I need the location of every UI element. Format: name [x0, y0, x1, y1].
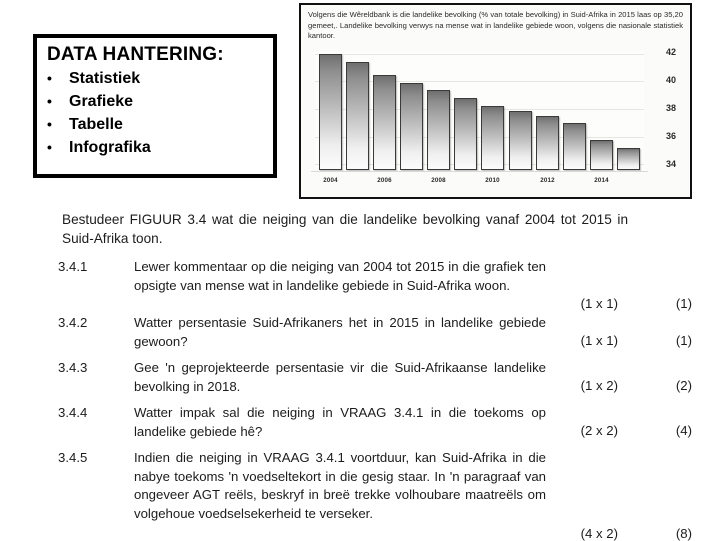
chart-bar	[617, 148, 640, 170]
question-number: 3.4.2	[58, 315, 88, 330]
question-marks: (1)	[675, 333, 692, 348]
chart-x-tick-label: 2010	[485, 177, 500, 184]
question-marks: (2)	[675, 378, 692, 393]
chart-x-tick-label: 2006	[377, 177, 392, 184]
data-handling-title: DATA HANTERING:	[47, 44, 224, 65]
chart-caption: Volgens die Wêreldbank is die landelike bevolking (% van totale bevolking) in Suid-Afrika in 2015 laas op 35,20 gemeet,. Landelike bevolking verwys na mense wat in landelike gebiede woon, volgens die nasionale statistiek kantoor.	[308, 10, 683, 41]
chart-x-tick-label: 2004	[323, 177, 338, 184]
question-text: Watter persentasie Suid-Afrikaners het in 2015 in landelike gebiede gewoon?	[134, 315, 546, 349]
chart-x-axis-labels	[315, 177, 644, 191]
question-marks: (4)	[675, 423, 692, 438]
list-item	[47, 67, 273, 90]
chart-bar	[481, 106, 504, 170]
chart-x-axis-line	[311, 171, 648, 172]
chart-bar	[319, 54, 342, 170]
chart-y-tick-label: 42	[665, 46, 676, 57]
question-multiplier: (1 x 2)	[580, 378, 618, 393]
question-number: 3.4.5	[58, 450, 88, 465]
question-text: Indien die neiging in VRAAG 3.4.1 voortduur, kan Suid-Afrika in die nabye toekoms 'n voedseltekort in die gesig staar. In 'n paragraaf van ongeveer AGT reëls, beskryf in breë trekke volhoubare maatreëls om volgehoue voedselsekerheid te verseker.	[134, 450, 546, 521]
data-item-label: Statistiek	[69, 70, 141, 87]
data-handling-box	[33, 34, 277, 178]
question-intro: Bestudeer FIGUUR 3.4 wat die neiging van die landelike bevolking vanaf 2004 tot 2015 in Suid-Afrika toon.	[62, 212, 628, 246]
list-item	[47, 90, 273, 113]
bullet-icon: •	[47, 116, 52, 132]
chart-panel	[299, 3, 692, 199]
bullet-icon: •	[47, 70, 52, 86]
question-multiplier: (2 x 2)	[580, 423, 618, 438]
data-item-label: Grafieke	[69, 93, 134, 110]
bullet-icon: •	[47, 93, 52, 109]
list-item	[47, 136, 273, 159]
top-section	[0, 0, 720, 202]
chart-y-tick-label: 34	[665, 159, 676, 170]
chart-bar	[563, 123, 586, 170]
bullet-icon: •	[47, 139, 52, 155]
chart-x-tick-label: 2008	[431, 177, 446, 184]
chart-bar	[400, 83, 423, 170]
list-item	[47, 113, 273, 136]
chart-y-axis-labels	[644, 46, 684, 170]
question-marks: (1)	[675, 296, 692, 311]
chart-bar	[509, 111, 532, 171]
chart-y-tick-label: 40	[665, 74, 676, 85]
chart-bar	[427, 90, 450, 170]
chart-bar	[346, 62, 369, 170]
question-text: Watter impak sal die neiging in VRAAG 3.4.1 in die toekoms op landelike gebiede hê?	[134, 405, 546, 439]
chart-y-tick-label: 36	[665, 131, 676, 142]
question-multiplier: (1 x 1)	[580, 333, 618, 348]
question-number: 3.4.4	[58, 405, 88, 420]
chart-x-tick-label: 2012	[540, 177, 555, 184]
question-marks: (8)	[675, 526, 692, 541]
chart-bar	[454, 98, 477, 170]
data-item-label: Infografika	[69, 139, 151, 156]
chart-y-tick-label: 38	[665, 103, 676, 114]
chart-x-tick-label: 2014	[594, 177, 609, 184]
chart-bar	[536, 116, 559, 170]
chart-plot-area	[315, 51, 644, 170]
data-handling-list	[37, 67, 273, 159]
question-number: 3.4.3	[58, 360, 88, 375]
chart-bar	[590, 140, 613, 170]
chart-bar	[373, 75, 396, 170]
question-text: Gee 'n geprojekteerde persentasie vir die Suid-Afrikaanse landelike bevolking in 2018.	[134, 360, 546, 394]
question-multiplier: (1 x 1)	[580, 296, 618, 311]
chart-bars	[315, 51, 644, 170]
question-multiplier: (4 x 2)	[580, 526, 618, 541]
question-number: 3.4.1	[58, 259, 88, 274]
chart-plot-wrapper	[301, 46, 690, 197]
question-text: Lewer kommentaar op die neiging van 2004 tot 2015 in die grafiek ten opsigte van mense wat in landelike gebiede in Suid-Afrika woon.	[134, 259, 546, 293]
data-item-label: Tabelle	[69, 116, 123, 133]
